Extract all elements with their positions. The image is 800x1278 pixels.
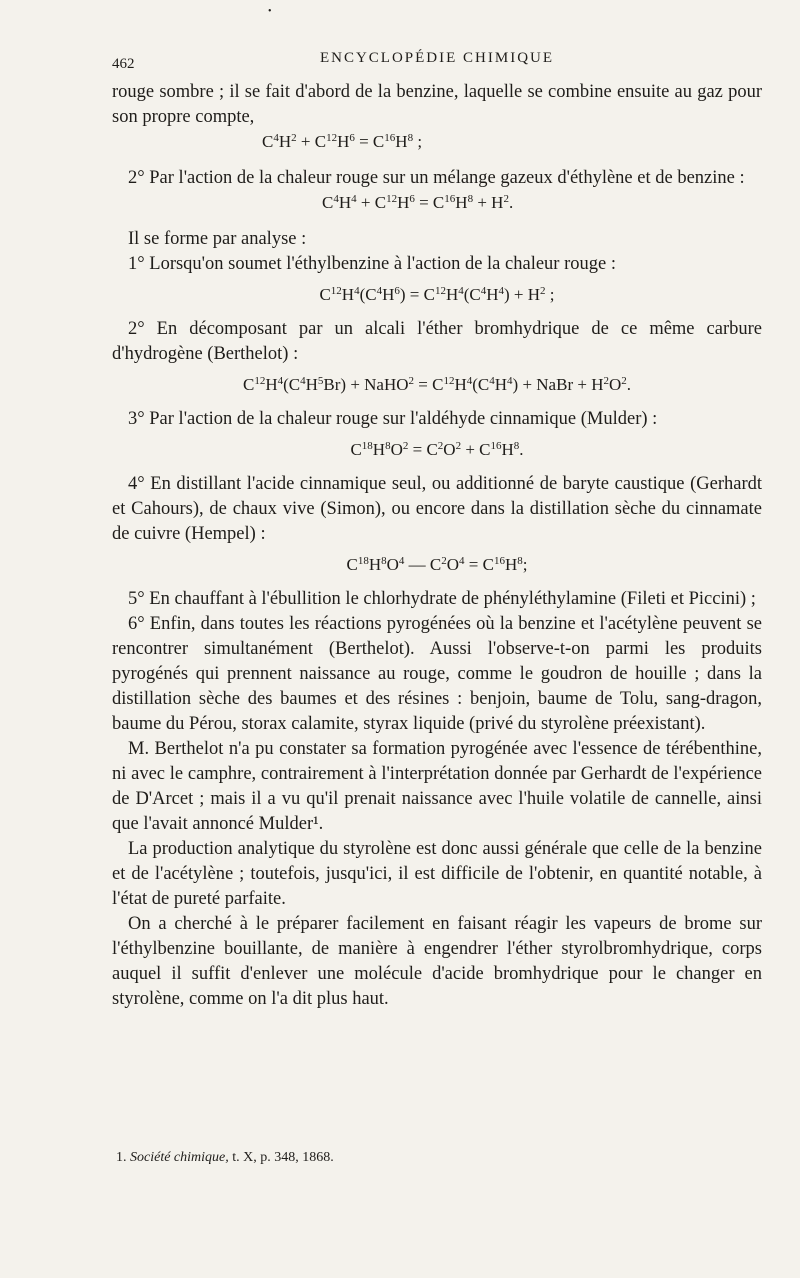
paragraph: Il se forme par analyse : — [128, 229, 307, 249]
paragraph: 2° En décomposant par un alcali l'éther bromhydrique de ce même carbure d'hydrogène (Berthelot) : — [112, 319, 762, 364]
footnote-number: 1. — [116, 1150, 127, 1165]
paragraph: 6° Enfin, dans toutes les réactions pyrogénées où la benzine et l'acétylène peuvent se rencontrer simultanément (Berthelot). Aussi l'observe-t-on parmi les produits pyrogénés qui prennent naissance au rouge, comme le goudron de houille ; dans la distillation sèche des baumes et des résines : benjoin, baume de Tolu, sang-dragon, baume du Pérou, storax calamite, styrax liquide (privé du styrolène préexistant). — [112, 614, 762, 734]
paragraph: La production analytique du styrolène est donc aussi générale que celle de la benzine et de l'acétylène ; toutefois, jusqu'ici, il est difficile de l'obtenir, en quantité notable, à l'état de pureté parfaite. — [112, 839, 762, 909]
footnote-title: Société chimique, — [130, 1150, 229, 1165]
formula: $C^4H^4 + C^{12}H^6 = C^{16}H^8 + H^2$. — [322, 193, 514, 212]
paragraph: M. Berthelot n'a pu constater sa formation pyrogénée avec l'essence de térébenthine, ni avec le camphre, contrairement à l'interprétation donnée par Gerhardt de l'expérience de D'Arcet ; mais il a vu qu'il prenait naissance avec l'huile volatile de cannelle, ainsi que l'avait annoncé Mulder¹. — [112, 739, 762, 834]
paragraph: 4° En distillant l'acide cinnamique seul, ou additionné de baryte caustique (Gerhardt et Cahours), de chaux vive (Simon), ou encore dans la distillation sèche du cinnamate de cuivre (Hempel) : — [112, 474, 762, 544]
formula: $C^4H^2 + C^{12}H^6 = C^{16}H^8$ ; — [262, 132, 423, 151]
paragraph: 5° En chauffant à l'ébullition le chlorhydrate de phényléthylamine (Fileti et Piccini) ; — [128, 589, 756, 609]
page-number: 462 — [112, 56, 135, 72]
paragraph: On a cherché à le préparer facilement en faisant réagir les vapeurs de brome sur l'éthylbenzine bouillante, de manière à engendrer l'éther styrolbromhydrique, corps auquel il suffit d'enlever une molécule d'acide bromhydrique pour le changer en styrolène, comme on l'a dit plus haut. — [112, 914, 762, 1009]
formula: $C^{18}H^8O^2 = C^2O^2 + C^{16}H^8$. — [350, 440, 524, 459]
formula: $C^{18}H^8O^4$ — $C^2O^4 = C^{16}H^8$; — [346, 555, 528, 574]
formula: $C^{12}H^4(C^4H^5Br)$ + NaHO$^2$ = $C^{12}H^4(C^4H^4)$ + NaBr + $H^2O^2$. — [243, 375, 631, 394]
paragraph: rouge sombre ; il se fait d'abord de la benzine, laquelle se combine ensuite au gaz pour son propre compte, — [112, 82, 762, 127]
footnote — [116, 1150, 334, 1166]
page-header — [112, 50, 762, 80]
paragraph: 3° Par l'action de la chaleur rouge sur l'aldéhyde cinnamique (Mulder) : — [128, 409, 658, 429]
page-body — [112, 50, 762, 1012]
top-mark: • — [268, 6, 272, 17]
formula: $C^{12}H^4(C^4H^6) = C^{12}H^4(C^4H^4) + H^2$ ; — [319, 285, 555, 304]
running-title: ENCYCLOPÉDIE CHIMIQUE — [319, 50, 555, 66]
footnote-reference: t. X, p. 348, 1868. — [232, 1150, 334, 1165]
paragraph: 1° Lorsqu'on soumet l'éthylbenzine à l'action de la chaleur rouge : — [128, 254, 616, 274]
paragraph: 2° Par l'action de la chaleur rouge sur un mélange gazeux d'éthylène et de benzine : — [128, 168, 745, 188]
